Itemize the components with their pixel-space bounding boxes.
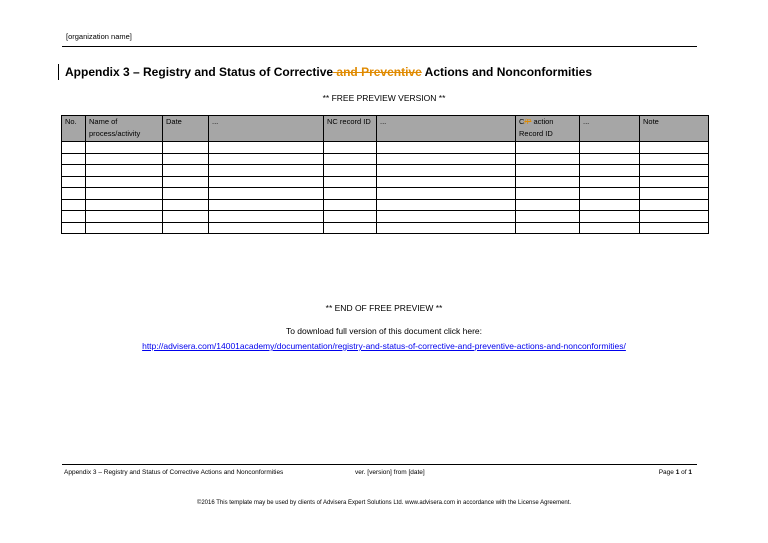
table-cell bbox=[324, 142, 377, 154]
table-cell bbox=[163, 165, 209, 177]
col-header-action-struck: /P bbox=[524, 117, 532, 126]
table-cell bbox=[516, 188, 580, 200]
table-cell bbox=[163, 176, 209, 188]
table-cell bbox=[377, 165, 516, 177]
page-prefix: Page bbox=[658, 469, 676, 476]
table-cell bbox=[209, 211, 324, 223]
table-cell bbox=[516, 222, 580, 234]
table-cell bbox=[86, 165, 163, 177]
table-cell bbox=[516, 142, 580, 154]
footer-page-number bbox=[640, 467, 692, 479]
table-cell bbox=[580, 188, 640, 200]
col-header-date: Date bbox=[163, 116, 209, 142]
table-cell bbox=[62, 222, 86, 234]
table-cell bbox=[640, 153, 709, 165]
table-cell bbox=[640, 199, 709, 211]
col-header-process: Name of process/activity bbox=[86, 116, 163, 142]
table-cell bbox=[377, 222, 516, 234]
table-cell bbox=[516, 211, 580, 223]
table-cell bbox=[163, 188, 209, 200]
table-cell bbox=[516, 153, 580, 165]
table-cell bbox=[580, 153, 640, 165]
table-cell bbox=[209, 222, 324, 234]
table-cell bbox=[62, 142, 86, 154]
table-cell bbox=[163, 153, 209, 165]
table-cell bbox=[580, 222, 640, 234]
title-text: Appendix 3 – Registry and Status of Corrective bbox=[65, 65, 334, 79]
table-cell bbox=[62, 188, 86, 200]
table-cell bbox=[209, 199, 324, 211]
table-cell bbox=[516, 165, 580, 177]
table-cell bbox=[377, 199, 516, 211]
free-preview-notice: ** FREE PREVIEW VERSION ** bbox=[322, 93, 446, 103]
page-of: of bbox=[679, 469, 689, 476]
table-header-row bbox=[62, 116, 709, 142]
table-cell bbox=[324, 165, 377, 177]
table-cell bbox=[377, 142, 516, 154]
download-link[interactable]: http://advisera.com/14001academy/documentation/registry-and-status-of-corrective-and-preventive-actions-and-nonconformities/ bbox=[142, 341, 626, 351]
table-row bbox=[62, 188, 709, 200]
table-cell bbox=[209, 153, 324, 165]
table-cell bbox=[580, 211, 640, 223]
table-cell bbox=[640, 165, 709, 177]
table-row bbox=[62, 199, 709, 211]
col-header-nc-record: NC record ID bbox=[324, 116, 377, 142]
table-cell bbox=[377, 153, 516, 165]
table-cell bbox=[377, 188, 516, 200]
table-cell bbox=[86, 142, 163, 154]
title-struck-text: and Preventive bbox=[333, 65, 422, 79]
table-row bbox=[62, 211, 709, 223]
table-cell bbox=[86, 199, 163, 211]
table-cell bbox=[62, 199, 86, 211]
table-cell bbox=[209, 188, 324, 200]
table-body bbox=[62, 142, 709, 234]
table-row bbox=[62, 142, 709, 154]
header-rule bbox=[62, 46, 697, 47]
table-row bbox=[62, 153, 709, 165]
title-text-end: Actions and Nonconformities bbox=[421, 65, 593, 79]
table-cell bbox=[516, 176, 580, 188]
page-total: 1 bbox=[688, 469, 692, 476]
table-cell bbox=[86, 211, 163, 223]
title-left-bar bbox=[58, 64, 59, 80]
table-cell bbox=[324, 153, 377, 165]
registry-table bbox=[61, 115, 709, 234]
col-header-ellipsis: ... bbox=[209, 116, 324, 142]
table-cell bbox=[580, 176, 640, 188]
table-cell bbox=[209, 176, 324, 188]
table-cell bbox=[163, 222, 209, 234]
table-cell bbox=[640, 211, 709, 223]
table-cell bbox=[324, 211, 377, 223]
page-current: 1 bbox=[675, 469, 680, 476]
col-header-ellipsis: ... bbox=[377, 116, 516, 142]
table-cell bbox=[640, 222, 709, 234]
table-cell bbox=[86, 153, 163, 165]
table-cell bbox=[580, 199, 640, 211]
table-cell bbox=[324, 188, 377, 200]
table-cell bbox=[62, 176, 86, 188]
table-cell bbox=[377, 211, 516, 223]
table-cell bbox=[640, 176, 709, 188]
table-cell bbox=[62, 211, 86, 223]
table-row bbox=[62, 165, 709, 177]
table-cell bbox=[640, 188, 709, 200]
table-cell bbox=[163, 142, 209, 154]
table-cell bbox=[377, 176, 516, 188]
col-header-note: Note bbox=[640, 116, 709, 142]
table-cell bbox=[324, 222, 377, 234]
footer-version: ver. [version] from [date] bbox=[355, 469, 425, 476]
table-cell bbox=[86, 222, 163, 234]
table-cell bbox=[209, 142, 324, 154]
download-text: To download full version of this document click here: bbox=[285, 326, 483, 336]
table-cell bbox=[209, 165, 324, 177]
table-cell bbox=[163, 199, 209, 211]
table-cell bbox=[163, 211, 209, 223]
col-header-ellipsis: ... bbox=[580, 116, 640, 142]
table-cell bbox=[62, 165, 86, 177]
table-row bbox=[62, 222, 709, 234]
organization-name: [organization name] bbox=[66, 32, 132, 41]
footer-doc-title: Appendix 3 – Registry and Status of Corrective Actions and Nonconformities bbox=[64, 469, 284, 476]
table-cell bbox=[580, 142, 640, 154]
table-cell bbox=[324, 199, 377, 211]
table-cell bbox=[516, 199, 580, 211]
col-header-action-pre: C bbox=[519, 117, 525, 126]
document-title bbox=[65, 65, 592, 79]
table-row bbox=[62, 176, 709, 188]
footer-copyright: ©2016 This template may be used by clients of Advisera Expert Solutions Ltd. www.advisera.com in accordance with the License Agreement. bbox=[196, 500, 572, 506]
table-cell bbox=[324, 176, 377, 188]
col-header-action-record bbox=[516, 116, 580, 142]
table-cell bbox=[86, 188, 163, 200]
table-cell bbox=[86, 176, 163, 188]
table-cell bbox=[62, 153, 86, 165]
col-header-no: No. bbox=[62, 116, 86, 142]
end-preview-notice: ** END OF FREE PREVIEW ** bbox=[325, 303, 443, 313]
table-cell bbox=[580, 165, 640, 177]
table-cell bbox=[640, 142, 709, 154]
col-header-action-post: action Record ID bbox=[519, 117, 554, 138]
footer-rule bbox=[62, 464, 697, 465]
